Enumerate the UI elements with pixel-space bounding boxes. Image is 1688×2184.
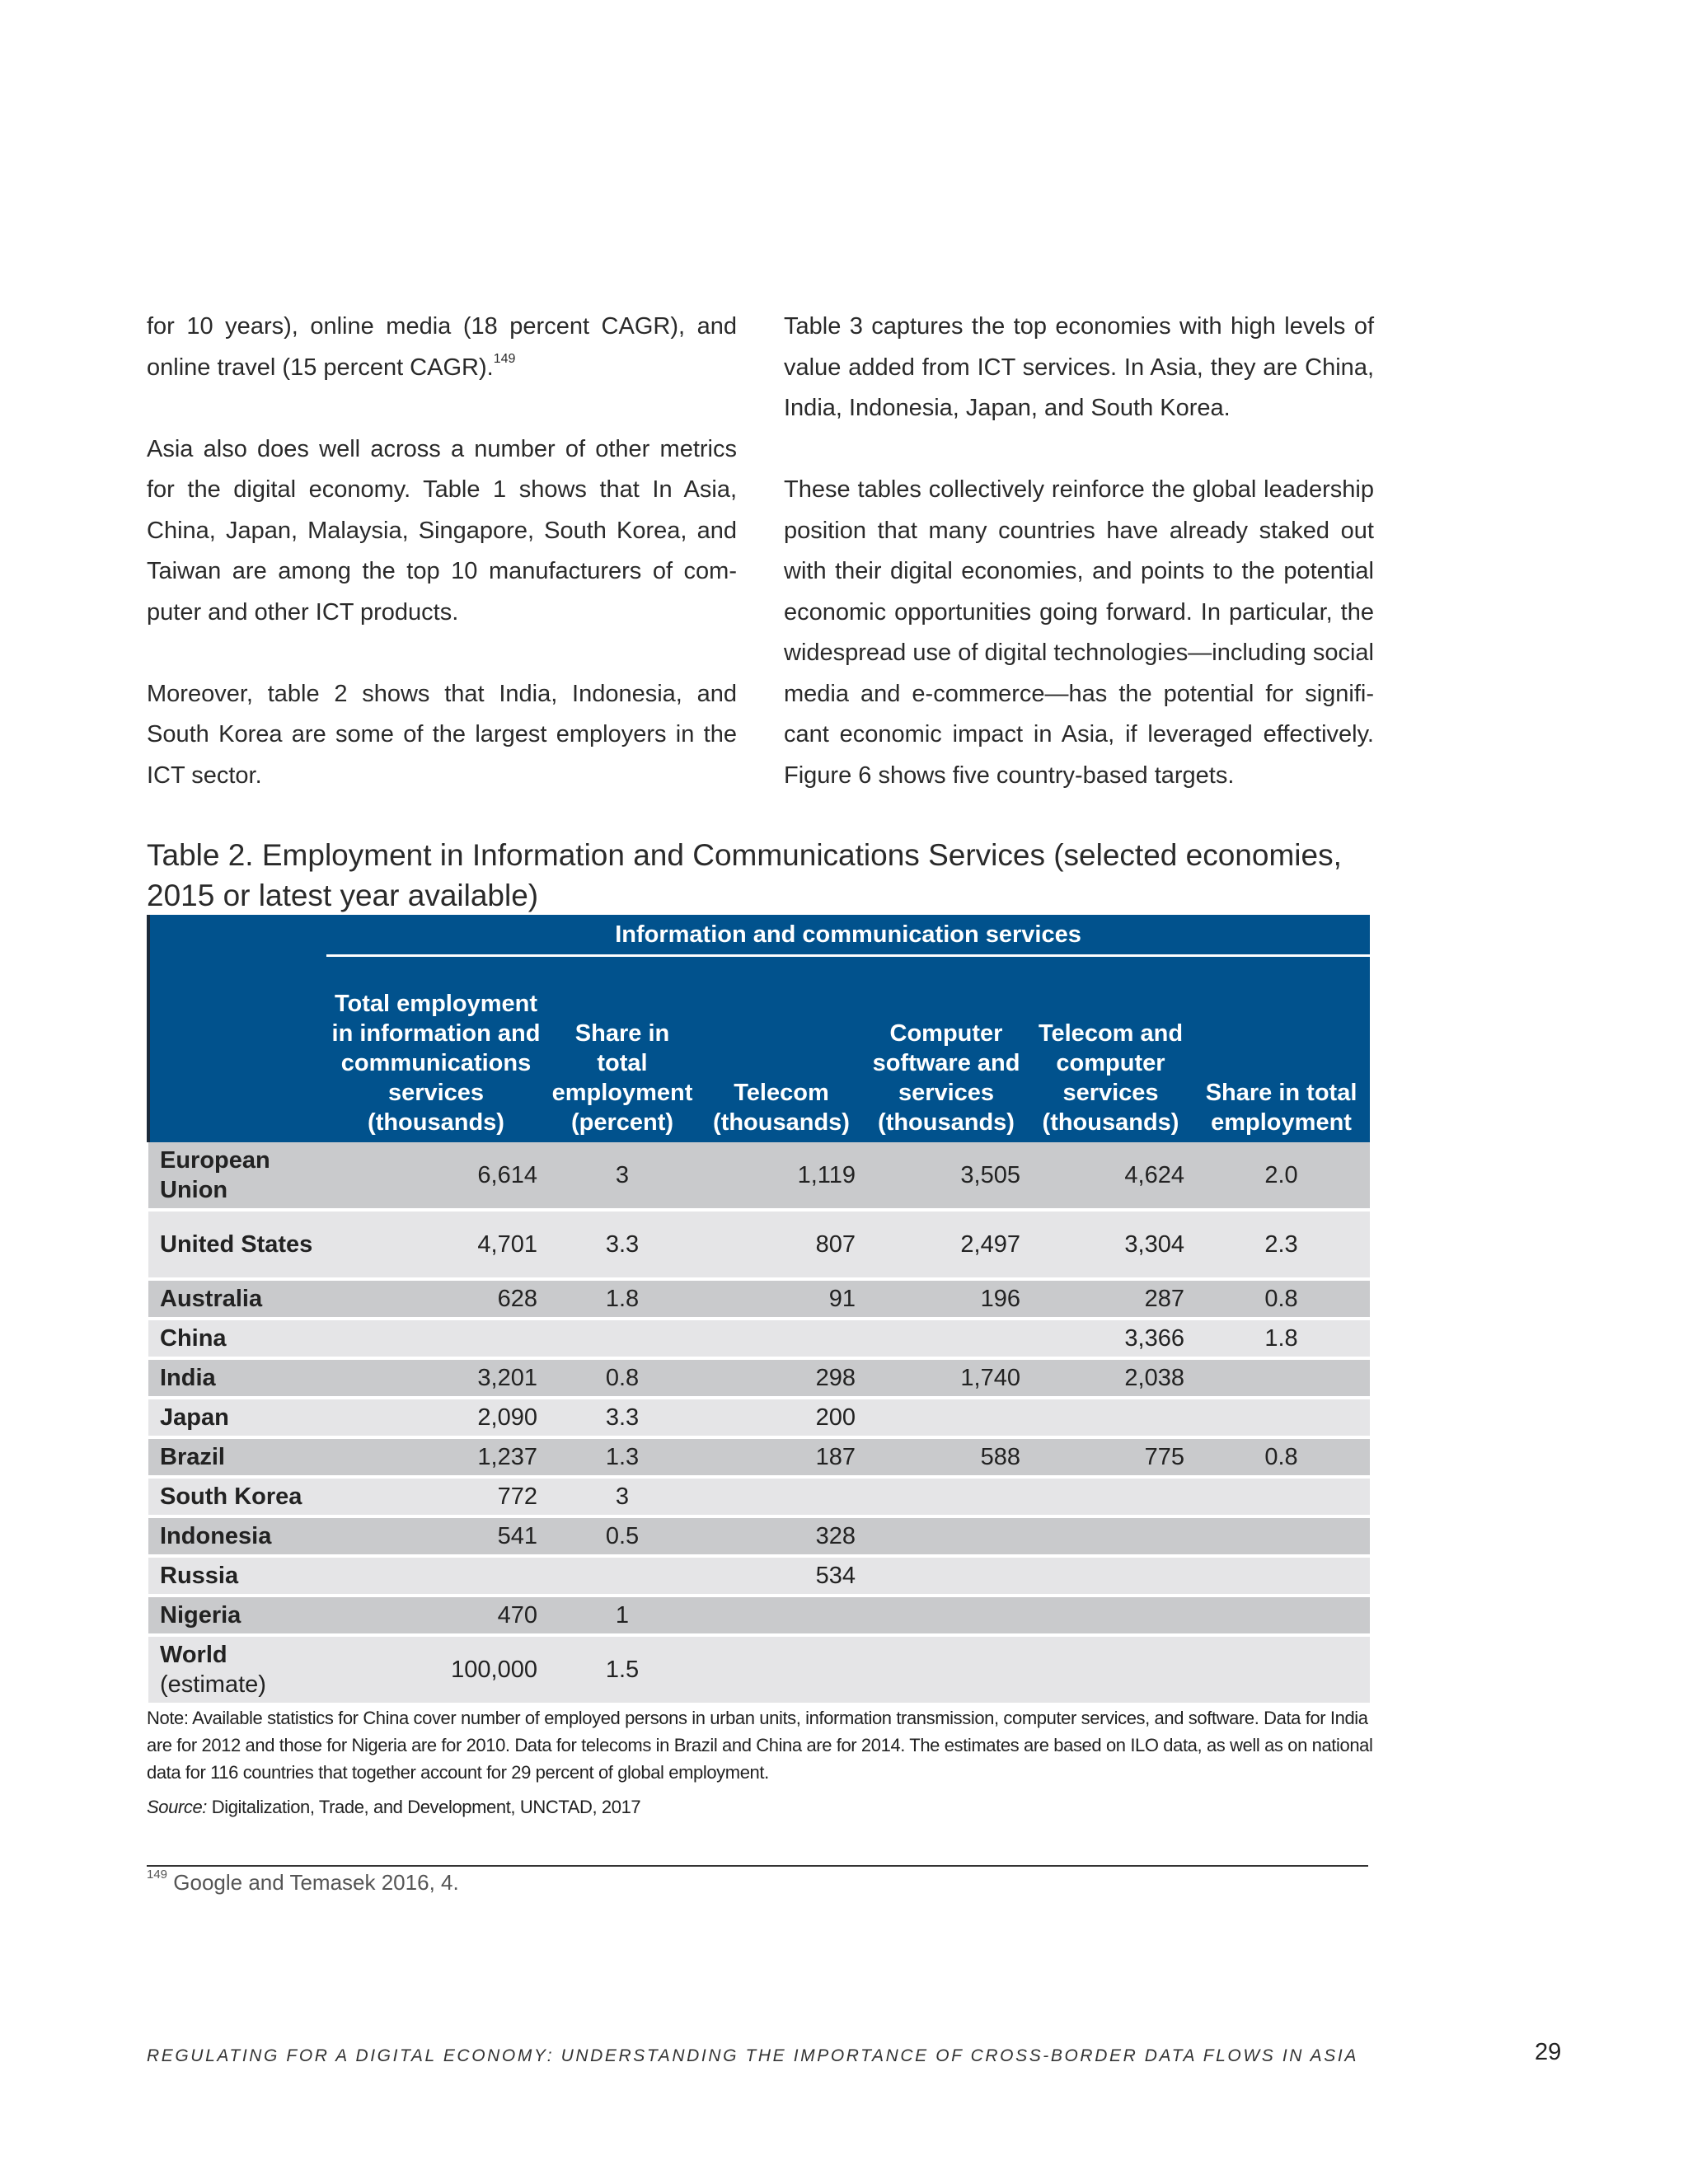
value-cell: 2.0 xyxy=(1193,1142,1370,1210)
value-cell xyxy=(699,1635,864,1704)
country-cell xyxy=(148,1477,326,1516)
value-cell xyxy=(1193,1596,1370,1635)
value-cell: 1,119 xyxy=(699,1142,864,1210)
value-cell xyxy=(1193,1358,1370,1398)
value-cell: 2,090 xyxy=(326,1398,546,1437)
table-row xyxy=(148,1477,1370,1516)
value-cell xyxy=(1029,1477,1193,1516)
table-row xyxy=(148,1210,1370,1279)
value-cell xyxy=(1029,1398,1193,1437)
paragraph-text: for 10 years), online media (18 percent CAGR), and online travel (15 percent CAGR). xyxy=(147,313,737,381)
country-name: Nigeria xyxy=(160,1602,241,1629)
value-cell: 4,701 xyxy=(326,1210,546,1279)
value-cell xyxy=(864,1635,1029,1704)
country-cell xyxy=(148,1319,326,1358)
value-cell: 3.3 xyxy=(546,1398,699,1437)
value-cell xyxy=(1029,1596,1193,1635)
value-cell xyxy=(326,1556,546,1596)
table-corner-cell xyxy=(148,915,326,1142)
table-row xyxy=(148,1596,1370,1635)
country-name: Japan xyxy=(160,1404,229,1431)
value-cell: 3,366 xyxy=(1029,1319,1193,1358)
value-cell: 4,624 xyxy=(1029,1142,1193,1210)
value-cell: 3,201 xyxy=(326,1358,546,1398)
value-cell: 0.8 xyxy=(546,1358,699,1398)
value-cell: 1.5 xyxy=(546,1635,699,1704)
table-row xyxy=(148,1516,1370,1556)
country-name: Indonesia xyxy=(160,1523,272,1549)
right-text-column xyxy=(784,307,1374,796)
value-cell xyxy=(864,1398,1029,1437)
value-cell: 3 xyxy=(546,1142,699,1210)
value-cell: 588 xyxy=(864,1437,1029,1477)
country-name: Australia xyxy=(160,1286,263,1312)
country-cell xyxy=(148,1358,326,1398)
table-source xyxy=(147,1793,1375,1821)
value-cell xyxy=(326,1319,546,1358)
value-cell: 772 xyxy=(326,1477,546,1516)
value-cell xyxy=(1193,1477,1370,1516)
left-text-column xyxy=(147,307,737,796)
table-row xyxy=(148,1398,1370,1437)
paragraph: Moreover, table 2 shows that India, Indonesia, and South Korea are some of the largest employers in the ICT sector. xyxy=(147,680,737,789)
column-header: Share in total employment xyxy=(1193,956,1370,1143)
value-cell: 775 xyxy=(1029,1437,1193,1477)
source-text: Digitalization, Trade, and Development, UNCTAD, 2017 xyxy=(211,1797,641,1817)
value-cell: 187 xyxy=(699,1437,864,1477)
value-cell: 2,497 xyxy=(864,1210,1029,1279)
value-cell: 1,237 xyxy=(326,1437,546,1477)
country-name: India xyxy=(160,1365,216,1391)
country-name: South Korea xyxy=(160,1483,302,1510)
source-label: Source: xyxy=(147,1797,208,1817)
paragraph: Asia also does well across a number of other metrics for the digital economy. Table 1 shows that In Asia, China, Japan, Malaysia, Singapore, South Korea, and Taiwan are among the top 10 manufacturers of com-puter and other ICT products. xyxy=(147,435,737,626)
value-cell: 196 xyxy=(864,1279,1029,1319)
value-cell xyxy=(864,1596,1029,1635)
country-name: European Union xyxy=(160,1147,270,1203)
country-name: China xyxy=(160,1325,227,1352)
value-cell: 91 xyxy=(699,1279,864,1319)
column-header: Total employment in information and communications services (thousands) xyxy=(326,956,546,1143)
value-cell: 807 xyxy=(699,1210,864,1279)
table-caption: Table 2. Employment in Information and Communications Services (selected economies, 2015 or latest year available) xyxy=(147,838,1342,912)
value-cell xyxy=(699,1477,864,1516)
country-cell xyxy=(148,1437,326,1477)
value-cell: 1,740 xyxy=(864,1358,1029,1398)
country-name: Brazil xyxy=(160,1444,225,1470)
table-note: Note: Available statistics for China cover number of employed persons in urban units, information transmission, computer services, and software. Data for India are for 2012 and those for Nigeria are for 2010. Data for telecoms in Brazil and China are for 2014. The estimates are based on ILO data, as well as on national data for 116 countries that together account for 29 percent of global employment. xyxy=(147,1708,1373,1783)
value-cell: 100,000 xyxy=(326,1635,546,1704)
country-cell xyxy=(148,1596,326,1635)
value-cell: 3,505 xyxy=(864,1142,1029,1210)
table-group-header-row xyxy=(148,915,1370,956)
value-cell xyxy=(1193,1516,1370,1556)
country-qualifier: (estimate) xyxy=(160,1671,266,1698)
value-cell xyxy=(1193,1635,1370,1704)
value-cell: 6,614 xyxy=(326,1142,546,1210)
value-cell: 3,304 xyxy=(1029,1210,1193,1279)
value-cell: 1.3 xyxy=(546,1437,699,1477)
paragraph xyxy=(147,307,737,388)
country-cell xyxy=(148,1210,326,1279)
value-cell xyxy=(864,1516,1029,1556)
group-header: Information and communication services xyxy=(326,915,1370,956)
value-cell: 200 xyxy=(699,1398,864,1437)
country-cell xyxy=(148,1398,326,1437)
country-cell xyxy=(148,1142,326,1210)
table-row xyxy=(148,1437,1370,1477)
country-name: Russia xyxy=(160,1563,239,1589)
value-cell xyxy=(864,1556,1029,1596)
value-cell: 2.3 xyxy=(1193,1210,1370,1279)
country-cell xyxy=(148,1279,326,1319)
footnote xyxy=(147,1866,459,1899)
value-cell: 628 xyxy=(326,1279,546,1319)
footnote-reference[interactable]: 149 xyxy=(493,351,516,366)
value-cell xyxy=(1193,1398,1370,1437)
country-cell xyxy=(148,1556,326,1596)
country-cell xyxy=(148,1516,326,1556)
value-cell xyxy=(864,1477,1029,1516)
value-cell xyxy=(1029,1556,1193,1596)
country-name: United States xyxy=(160,1231,313,1258)
employment-table xyxy=(147,915,1370,1706)
column-header: Computer software and services (thousands) xyxy=(864,956,1029,1143)
value-cell xyxy=(699,1596,864,1635)
value-cell xyxy=(546,1319,699,1358)
value-cell xyxy=(546,1556,699,1596)
value-cell xyxy=(1193,1556,1370,1596)
value-cell xyxy=(864,1319,1029,1358)
value-cell: 534 xyxy=(699,1556,864,1596)
table-row xyxy=(148,1358,1370,1398)
value-cell: 287 xyxy=(1029,1279,1193,1319)
column-header: Telecom and computer services (thousands) xyxy=(1029,956,1193,1143)
footnote-number: 149 xyxy=(147,1868,168,1882)
column-header: Share in total employment (percent) xyxy=(546,956,699,1143)
table-row xyxy=(148,1635,1370,1704)
value-cell: 3.3 xyxy=(546,1210,699,1279)
value-cell xyxy=(699,1319,864,1358)
paragraph: Table 3 captures the top economies with high levels of value added from ICT services. In Asia, they are China, India, Indonesia, Japan, and South Korea. xyxy=(784,313,1374,421)
table-column-header-row xyxy=(148,956,1370,1143)
table-row xyxy=(148,1279,1370,1319)
value-cell xyxy=(1029,1516,1193,1556)
value-cell: 3 xyxy=(546,1477,699,1516)
value-cell: 470 xyxy=(326,1596,546,1635)
table-row xyxy=(148,1319,1370,1358)
column-header: Telecom (thousands) xyxy=(699,956,864,1143)
value-cell: 2,038 xyxy=(1029,1358,1193,1398)
value-cell: 541 xyxy=(326,1516,546,1556)
value-cell: 328 xyxy=(699,1516,864,1556)
country-cell xyxy=(148,1635,326,1704)
country-name: World xyxy=(160,1642,227,1668)
footnote-text: Google and Temasek 2016, 4. xyxy=(173,1870,459,1895)
paragraph: These tables collectively reinforce the global leadership position that many countries have already staked out with their digital economies, and points to the potential economic opportunities going forward. In particular, the widespread use of digital technologies—including social media and e-commerce—has the potential for signifi-cant economic impact in Asia, if leveraged effectively. Figure 6 shows five country-based targets. xyxy=(784,476,1374,789)
running-footer-title: REGULATING FOR A DIGITAL ECONOMY: UNDERSTANDING THE IMPORTANCE OF CROSS-BORDER DATA FLOWS IN ASIA xyxy=(147,2046,1358,2065)
table-row xyxy=(148,1142,1370,1210)
value-cell xyxy=(1029,1635,1193,1704)
value-cell: 0.5 xyxy=(546,1516,699,1556)
value-cell: 1.8 xyxy=(1193,1319,1370,1358)
value-cell: 0.8 xyxy=(1193,1437,1370,1477)
value-cell: 1.8 xyxy=(546,1279,699,1319)
table-row xyxy=(148,1556,1370,1596)
value-cell: 298 xyxy=(699,1358,864,1398)
table-body xyxy=(148,1142,1370,1704)
value-cell: 1 xyxy=(546,1596,699,1635)
value-cell: 0.8 xyxy=(1193,1279,1370,1319)
page-number: 29 xyxy=(1535,2039,1562,2065)
